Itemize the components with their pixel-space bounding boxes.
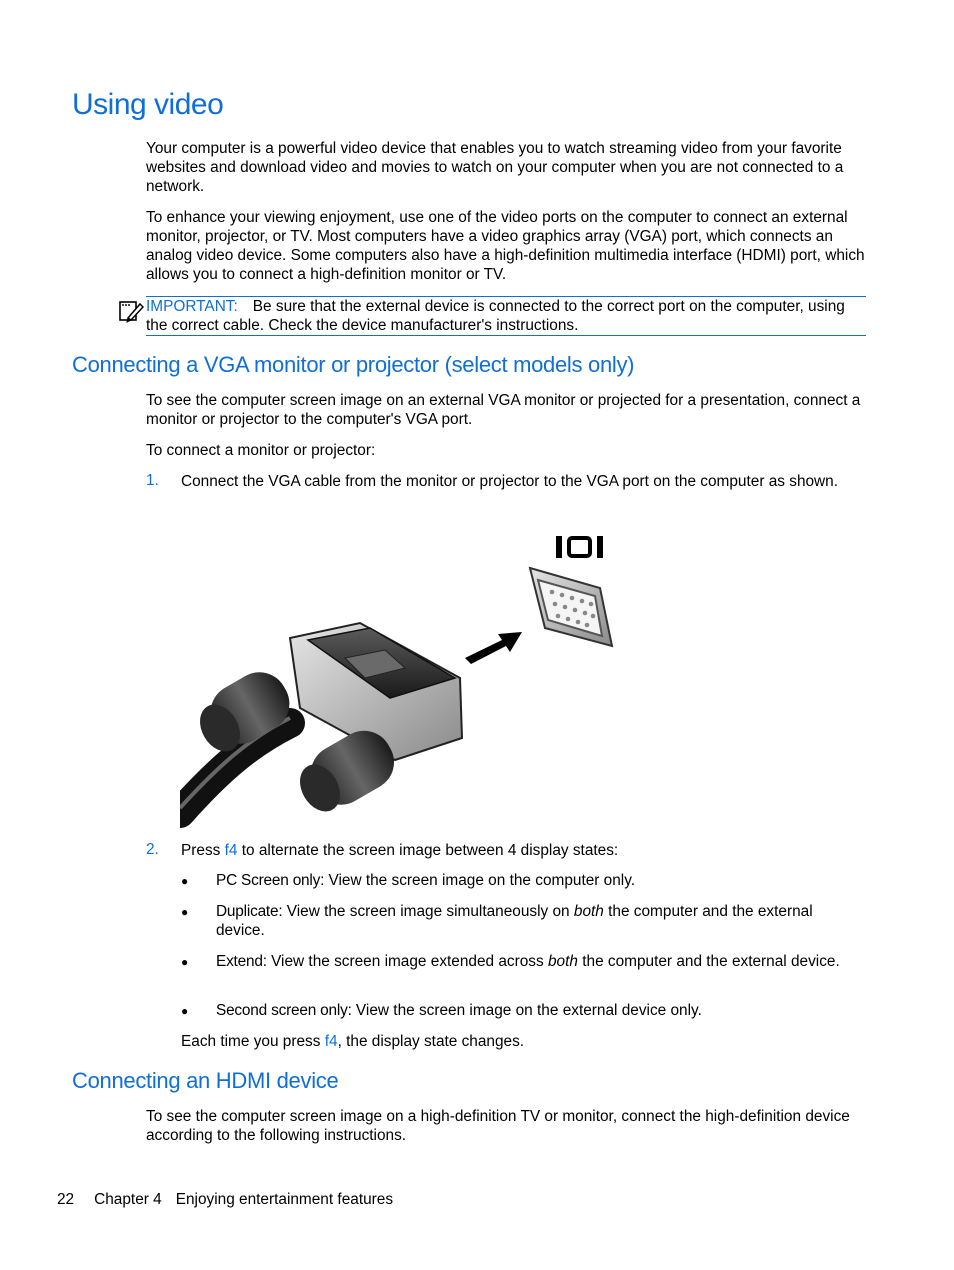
vga-paragraph-1: To see the computer screen image on an external VGA monitor or projected for a presentation, connect a monitor or projector to the computer's VGA port.: [146, 392, 861, 428]
intro-paragraph-2: To enhance your viewing enjoyment, use one of the video ports on the computer to connect an external monitor, projector, or TV. Most computers have a video graphics array (VGA) port, which connects an analog video device. Some computers also have a high-definition multimedia interface (HDMI) port, which allows you to connect a high-definition monitor or TV.: [146, 209, 865, 283]
vga-port-icon: [556, 536, 603, 558]
bullet-duplicate: Duplicate: View the screen image simultaneously on both the computer and the external device.: [216, 903, 813, 939]
important-note-icon: [118, 298, 144, 324]
key-f4: f4: [224, 842, 238, 859]
bullet-marker: ●: [181, 955, 189, 969]
vga-paragraph-2: To connect a monitor or projector:: [146, 442, 376, 459]
step-text-2: Press f4 to alternate the screen image between 4 display states:: [181, 842, 619, 859]
section-heading-hdmi: Connecting an HDMI device: [72, 1068, 339, 1093]
important-text: Be sure that the external device is connected to the correct port on the computer, using the correct cable. Check the device manufacturer's instructions.: [146, 298, 845, 334]
hdmi-paragraph-1: To see the computer screen image on a high-definition TV or monitor, connect the high-definition device according to the following instructions.: [146, 1108, 850, 1144]
page-number: 22: [57, 1191, 75, 1208]
intro-paragraph-1: Your computer is a powerful video device that enables you to watch streaming video from your favorite websites and download video and movies to watch on your computer when you are not connected to a network.: [146, 140, 844, 195]
page-footer: [57, 1191, 393, 1209]
each-time-note: Each time you press f4, the display state changes.: [181, 1033, 525, 1050]
chapter-label: Chapter 4: [94, 1191, 162, 1208]
bullet-marker: ●: [181, 874, 189, 888]
key-f4: f4: [324, 1033, 338, 1050]
chapter-title: Enjoying entertainment features: [175, 1191, 394, 1208]
page-title: Using video: [72, 88, 224, 121]
step-text-1: Connect the VGA cable from the monitor or projector to the VGA port on the computer as shown.: [181, 473, 839, 490]
important-label: IMPORTANT:: [146, 298, 238, 315]
step-number-1: 1.: [146, 472, 159, 489]
vga-cable-connection-illustration: [180, 528, 630, 828]
step-number-2: 2.: [146, 841, 159, 858]
bullet-extend: Extend: View the screen image extended across both the computer and the external device.: [216, 953, 840, 970]
bullet-pc-screen-only: PC Screen only: View the screen image on the computer only.: [216, 872, 636, 889]
bullet-marker: ●: [181, 905, 189, 919]
bullet-marker: ●: [181, 1004, 189, 1018]
important-text-block: [146, 297, 866, 335]
bullet-second-screen-only: Second screen only: View the screen image on the external device only.: [216, 1002, 702, 1019]
section-heading-vga: Connecting a VGA monitor or projector (select models only): [72, 352, 635, 377]
